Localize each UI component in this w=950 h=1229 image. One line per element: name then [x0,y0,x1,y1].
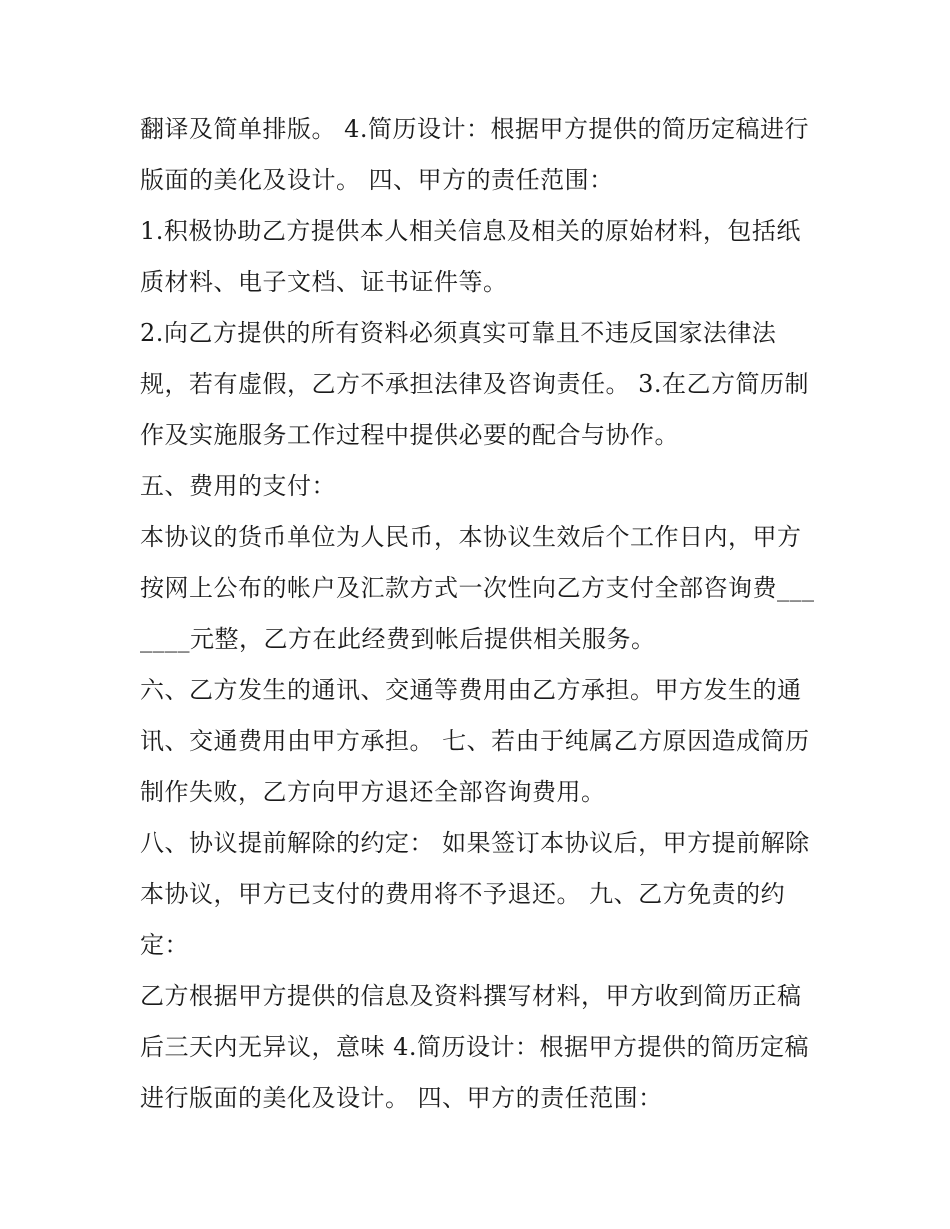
paragraph-party-a-duty-1: 1.积极协助乙方提供本人相关信息及相关的原始材料，包括纸质材料、电子文档、证书证件等。 [140,217,801,296]
paragraph-payment: 本协议的货币单位为人民币，本协议生效后个工作日内，甲方按网上公布的帐户及汇款方式一次性向乙方支付全部咨询费_______元整，乙方在此经费到帐后提供相关服务。 [140,523,815,653]
heading-payment: 五、费用的支付： [140,472,336,500]
paragraph-disclaimer: 乙方根据甲方提供的信息及资料撰写材料，甲方收到简历正稿后三天内无异议，意味 4.简历设计：根据甲方提供的简历定稿进行版面的美化及设计。 四、甲方的责任范围： [140,982,810,1112]
paragraph-expenses: 六、乙方发生的通讯、交通等费用由乙方承担。甲方发生的通讯、交通费用由甲方承担。 七、若由于纯属乙方原因造成简历制作失败，乙方向甲方退还全部咨询费用。 [140,676,810,806]
paragraph-resume-design: 翻译及简单排版。 4.简历设计：根据甲方提供的简历定稿进行版面的美化及设计。 四、甲方的责任范围： [140,115,810,194]
paragraph-party-a-duty-2-3: 2.向乙方提供的所有资料必须真实可靠且不违反国家法律法规，若有虚假，乙方不承担法律及咨询责任。 3.在乙方简历制作及实施服务工作过程中提供必要的配合与协作。 [140,319,810,449]
document-body [140,104,820,1124]
paragraph-early-termination: 八、协议提前解除的约定： 如果签订本协议后，甲方提前解除本协议，甲方已支付的费用将不予退还。 九、乙方免责的约定： [140,829,810,959]
